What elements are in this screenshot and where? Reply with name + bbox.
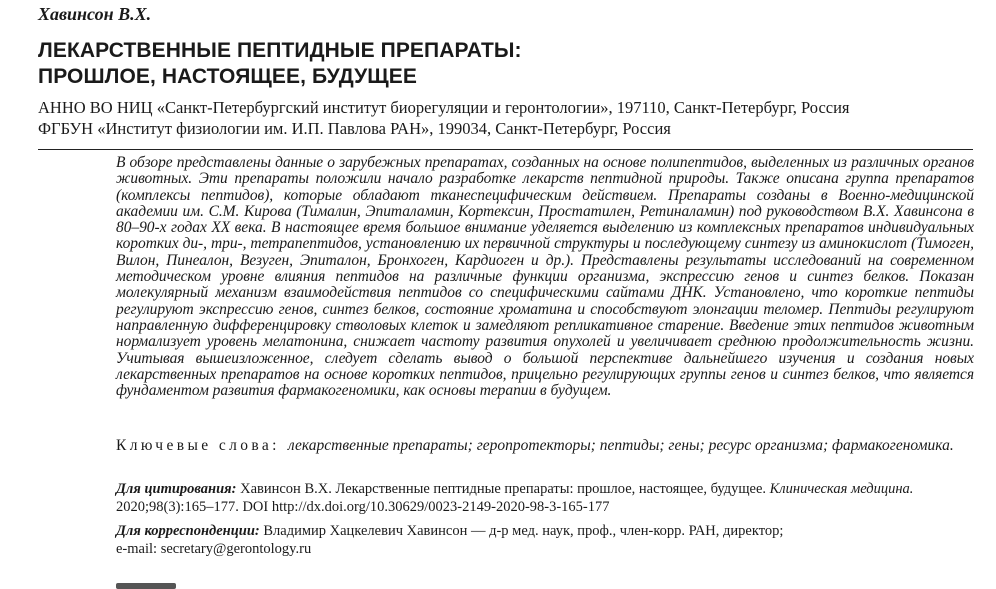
abstract-text: В обзоре представлены данные о зарубежных препаратах, созданных на основе полипептидов, выделенных из различных органов животных. Эти препараты положили начало разработке лекарств пептидной природы. Также описана группа препаратов (комплексы пептидов), которые обладают тканеспецифическим действием. Препараты созданы в Военно-медицинской академии им. С.М. Кирова (Тималин, Эпиталамин, Кортексин, Простатилен, Ретиналамин) под руководством В.Х. Хавинсона в 80–90-х годах XX века. В настоящее время большое внимание уделяется выделению из комплексных препаратов индивидуальных коротких ди-, три-, тетрапептидов, установлению их первичной структуры и последующему синтезу из аминокислот (Тимоген, Вилон, Пинеалон, Везуген, Эпиталон, Бронхоген, Кардиоген и др.). Представлены результаты исследований на современном методическом уровне влияния пептидов на различные функции организма, экспрессию генов и синтез белков. Показан молекулярный механизм взаимодействия пептидов со специфическими сайтами ДНК. Установлено, что короткие пептиды регулируют экспрессию генов, синтез белков, состояние хроматина и способствуют элонгации теломер. Пептиды регулируют направленную дифференцировку стволовых клеток и замедляют репликативное старение. Введение этих пептидов животным нормализует уровень мелатонина, снижает частоту развития опухолей и увеличивает среднюю продолжительность жизни. Учитывая вышеизложенное, следует сделать вывод о большой перспективе дальнейшего изучения и создания новых лекарственных препаратов на основе коротких пептидов, прицельно регулирующих группы генов и синтез белков, что является фундаментом развития фармакогеномики, как основы терапии в будущем. [116,154,974,400]
article-title [38,38,522,90]
keywords-text: лекарственные препараты; геропротекторы; пептиды; гены; ресурс организма; фармакогеномика. [287,437,954,454]
title-line-1: ЛЕКАРСТВЕННЫЕ ПЕПТИДНЫЕ ПРЕПАРАТЫ: [38,39,522,62]
keywords-label: Ключевые слова: [116,437,280,454]
title-line-2: ПРОШЛОЕ, НАСТОЯЩЕЕ, БУДУЩЕЕ [38,65,417,88]
correspondence-text: Владимир Хацкелевич Хавинсон — д-р мед. наук, проф., член-корр. РАН, директор; [259,523,784,539]
correspondence-email: e-mail: secretary@gerontology.ru [116,541,312,557]
citation-doi: 2020;98(3):165–177. DOI http://dx.doi.org/10.30629/0023-2149-2020-98-3-165-177 [116,499,610,515]
citation-label: Для цитирования: [116,481,237,497]
affiliation-1: АННО ВО НИЦ «Санкт-Петербургский институт биорегуляции и геронтологии», 197110, Санкт-Петербург, Россия [38,98,850,117]
correspondence [116,522,974,558]
affiliations [38,97,850,139]
citation [116,480,974,516]
keywords [116,437,974,454]
author-name: Хавинсон В.Х. [38,4,152,24]
cropped-text-fragment [116,577,276,589]
horizontal-divider [38,149,973,150]
affiliation-2: ФГБУН «Институт физиологии им. И.П. Павлова РАН», 199034, Санкт-Петербург, Россия [38,119,671,138]
citation-text: Хавинсон В.Х. Лекарственные пептидные препараты: прошлое, настоящее, будущее. [236,481,770,497]
correspondence-label: Для корреспонденции: [116,523,260,539]
citation-journal: Клиническая медицина. [769,481,914,497]
